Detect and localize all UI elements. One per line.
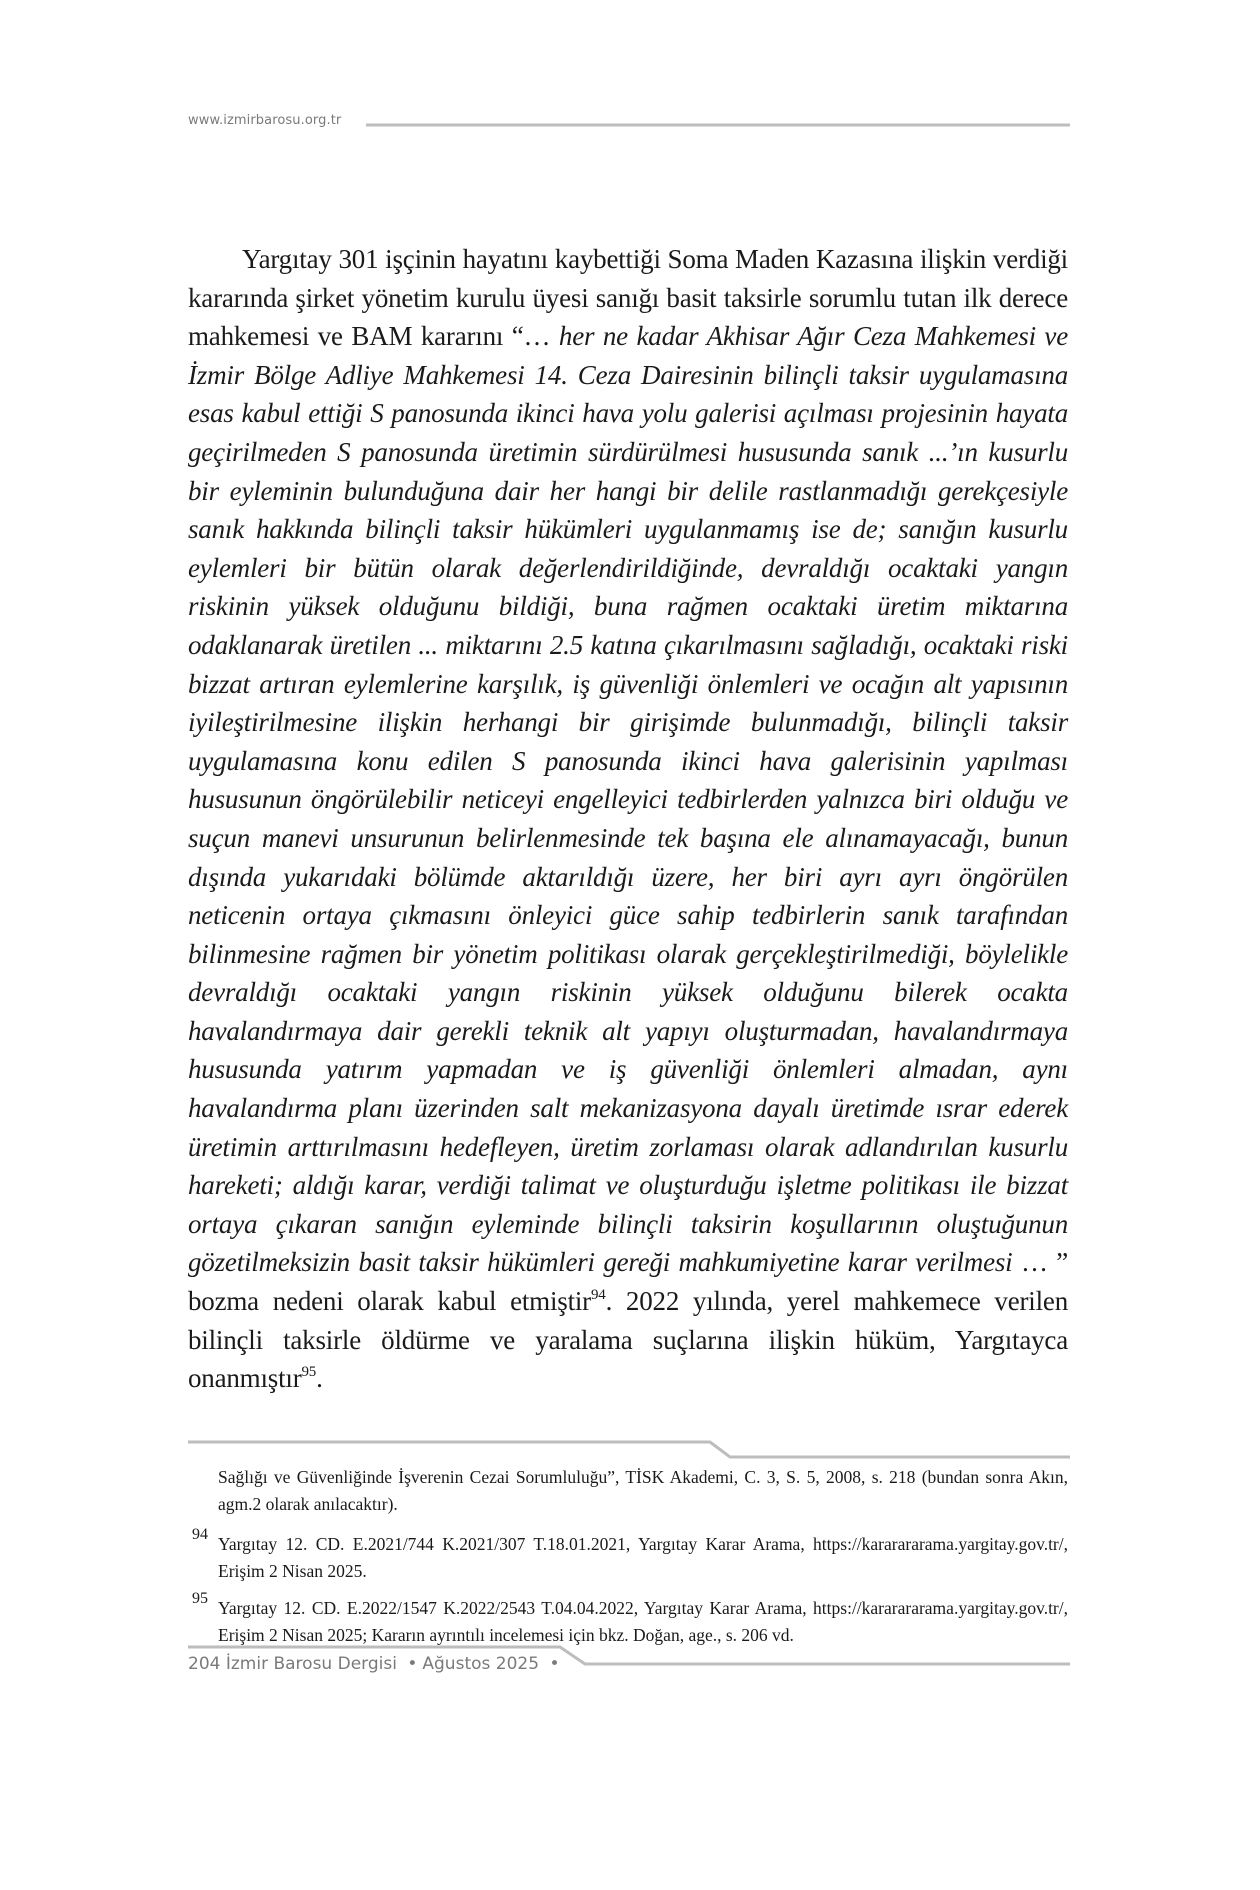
body-text-end: . [316,1363,323,1394]
journal-name: İzmir Barosu Dergisi [225,1654,397,1674]
footnote-ref-94[interactable]: 94 [590,1287,606,1304]
footnote-number: 94 [192,1526,208,1543]
footnote-separator-rule [188,1442,1070,1457]
bullet-separator: • [407,1654,418,1674]
footnotes [188,1464,1068,1659]
page-footer [188,1654,564,1674]
body-text-conclusion: … ” bozma nedeni olarak kabul etmiştir [188,1247,1068,1317]
bullet-separator: • [549,1654,560,1674]
footnote-number: 95 [192,1590,208,1607]
footnote-94 [188,1526,1068,1585]
footnote-text: Yargıtay 12. CD. E.2022/1547 K.2022/2543 T.04.04.2022, Yargıtay Karar Arama, https://kararararama.yargitay.gov.tr/, Erişim 2 Nisan 2025; Kararın ayrıntılı incelemesi için bkz. Doğan, age., s. 206 vd. [218,1598,1068,1645]
footnote-95 [188,1590,1068,1649]
footnote-text: Yargıtay 12. CD. E.2021/744 K.2021/307 T.18.01.2021, Yargıtay Karar Arama, https://kararararama.yargitay.gov.tr/, Erişim 2 Nisan 2025. [218,1534,1068,1581]
body-text-tail: . 2022 yılında, yerel mahkemece verilen bilinçli taksirle öldürme ve yaralama suçlarına ilişkin hüküm, Yargıtayca onanmıştır [188,1286,1068,1394]
page-number: 204 [188,1654,221,1674]
issue-date: Ağustos 2025 [422,1654,540,1674]
quoted-decision-text: her ne kadar Akhisar Ağır Ceza Mahkemesi ve İzmir Bölge Adliye Mahkemesi 14. Ceza Dairesinin bilinçli taksir uygulamasına esas kabul ettiği S panosunda ikinci hava yolu galerisi açılması projesinin hayata geçirilmeden S panosunda üretimin sürdürülmesi hususunda sanık ...’ın kusurlu bir eyleminin bulunduğuna dair her hangi bir delile rastlanmadığı gerekçesiyle sanık hakkında bilinçli taksir hükümleri uygulanmamış ise de; sanığın kusurlu eylemleri bir bütün olarak değerlendirildiğinde, devraldığı ocaktaki yangın riskinin yüksek olduğunu bildiği, buna rağmen ocaktaki üretim miktarına odaklanarak üretilen ... miktarını 2.5 katına çıkarılmasını sağladığı, ocaktaki riski bizzat artıran eylemlerine karşılık, iş güvenliği önlemleri ve ocağın alt yapısının iyileştirilmesine ilişkin herhangi bir girişimde bulunmadığı, bilinçli taksir uygulamasına konu edilen S panosunda ikinci hava galerisinin yapılması hususunun öngörülebilir neticeyi engelleyici tedbirlerden yalnızca biri olduğu ve suçun manevi unsurunun belirlenmesinde tek başına ele alınamayacağı, bunun dışında yukarıdaki bölümde aktarıldığı üzere, her biri ayrı ayrı öngörülen neticenin ortaya çıkmasını önleyici güce sahip tedbirlerin sanık tarafından bilinmesine rağmen bir yönetim politikası olarak gerçekleştirilmediği, böylelikle devraldığı ocaktaki yangın riskinin yüksek olduğunu bilerek ocakta havalandırmaya dair gerekli teknik alt yapıyı oluşturmadan, havalandırmaya hususunda yatırım yapmadan ve iş güvenliği önlemleri almadan, aynı havalandırma planı üzerinden salt mekanizasyona dayalı üretimde ısrar ederek üretimin arttırılmasını hedefleyen, üretim zorlaması olarak adlandırılan kusurlu hareketi; aldığı karar, verdiği talimat ve oluşturduğu işletme politikası ile bizzat ortaya çıkaran sanığın eyleminde bilinçli taksirin koşullarının oluştuğunun gözetilmeksizin basit taksir hükümleri gereği mahkumiyetine karar verilmesi [188,321,1068,1278]
footnote-continued: Sağlığı ve Güvenliğinde İşverenin Cezai Sorumluluğu”, TİSK Akademi, C. 3, S. 5, 2008, s. 218 (bundan sonra Akın, agm.2 olarak anılacaktır). [218,1467,1068,1514]
body-text-lead: Yargıtay 301 işçinin hayatını kaybettiği Soma Maden Kazasına ilişkin verdiği kararında şirket yönetim kurulu üyesi sanığı basit taksirle sorumlu tutan ilk derece mahkemesi ve BAM kararını “… [188,244,1068,352]
body-paragraph [188,240,1068,1398]
footnote-ref-95[interactable]: 95 [301,1364,317,1381]
running-head-url: www.izmirbarosu.org.tr [188,113,342,128]
